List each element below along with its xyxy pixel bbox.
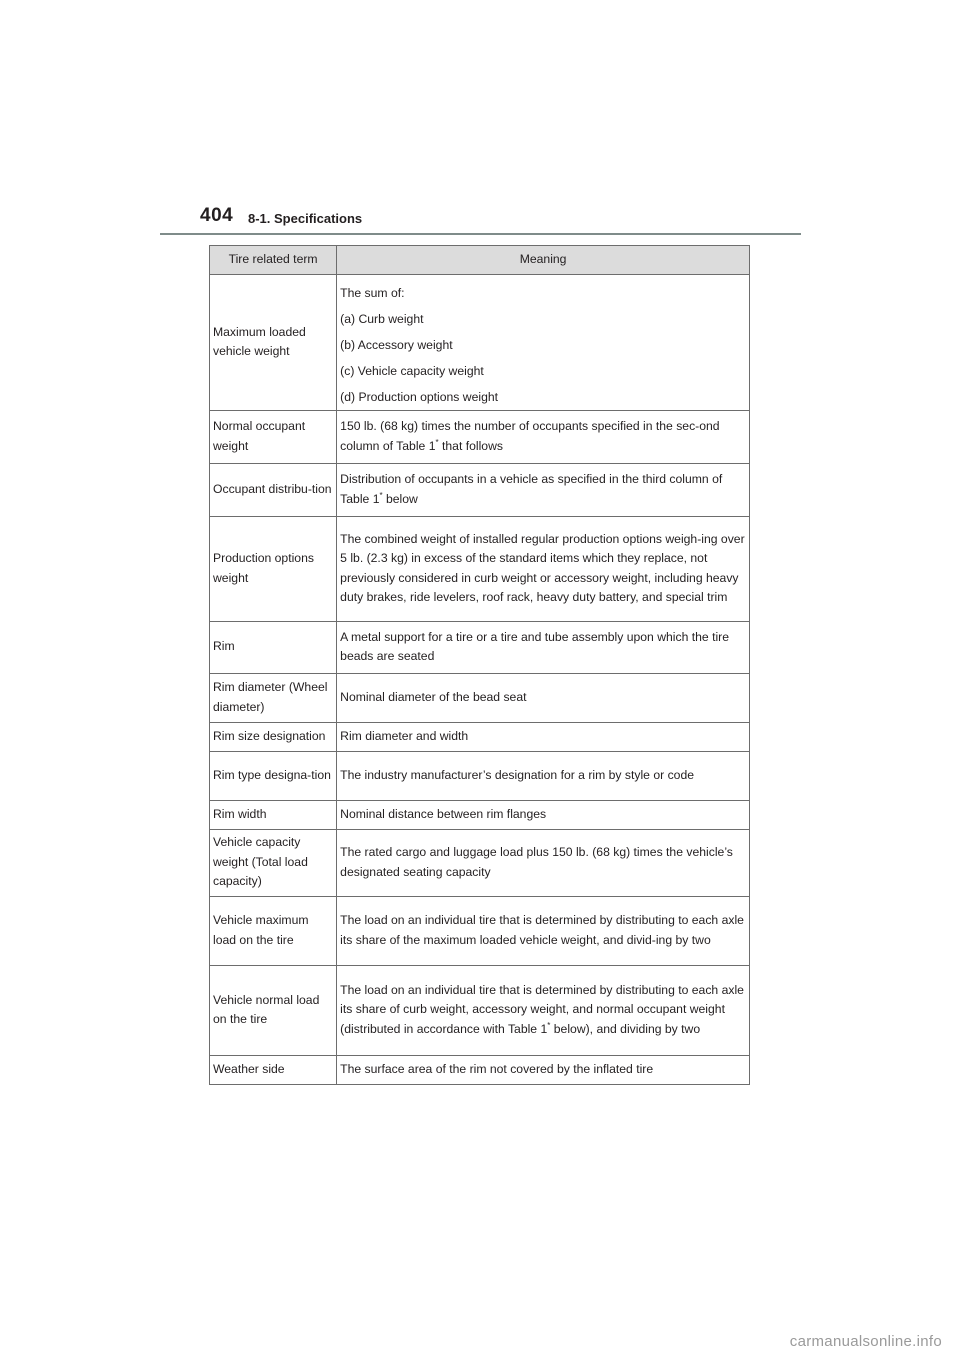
term-cell: Occupant distribu-tion: [210, 463, 337, 516]
footnote-mark: *: [547, 1020, 551, 1030]
table-row: [210, 463, 750, 516]
table-row: [210, 896, 750, 965]
meaning-cell: Nominal diameter of the bead seat: [337, 673, 750, 722]
term-cell: Vehicle capacity weight (Total load capacity): [210, 829, 337, 896]
meaning-cell: Rim diameter and width: [337, 722, 750, 751]
term-cell: Rim type designa-tion: [210, 751, 337, 800]
table-header-row: [210, 246, 750, 275]
meaning-text: Distribution of occupants in a vehicle as specified in the third column of Table 1: [340, 472, 723, 506]
column-header-meaning: Meaning: [337, 246, 750, 275]
meaning-text-after: below), and dividing by two: [550, 1021, 701, 1036]
term-cell: Rim diameter (Wheel diameter): [210, 673, 337, 722]
table-row: [210, 410, 750, 463]
meaning-cell: [337, 275, 750, 411]
watermark: carmanualsonline.info: [789, 1333, 942, 1350]
table-row: [210, 1055, 750, 1084]
term-cell: Rim size designation: [210, 722, 337, 751]
meaning-line: (b) Accessory weight: [340, 338, 453, 352]
meaning-line: The sum of:: [340, 286, 405, 300]
table-row: [210, 965, 750, 1055]
column-header-term: Tire related term: [210, 246, 337, 275]
table-row: [210, 275, 750, 411]
term-cell: Vehicle normal load on the tire: [210, 965, 337, 1055]
term-cell: Rim: [210, 621, 337, 673]
table-row: [210, 621, 750, 673]
term-cell: Normal occupant weight: [210, 410, 337, 463]
meaning-text-after: below: [382, 491, 418, 506]
term-cell: Vehicle maximum load on the tire: [210, 896, 337, 965]
table-row: [210, 516, 750, 621]
meaning-cell: Nominal distance between rim flanges: [337, 800, 750, 829]
meaning-cell: The combined weight of installed regular production options weigh-ing over 5 lb. (2.3 kg) in excess of the standard items which they replace, not previously considered in curb weight or accessory weight, including heavy duty brakes, ride levelers, roof rack, heavy duty battery, and special trim: [337, 516, 750, 621]
meaning-cell: [337, 410, 750, 463]
meaning-cell: A metal support for a tire or a tire and tube assembly upon which the tire beads are seated: [337, 621, 750, 673]
meaning-line: (a) Curb weight: [340, 312, 424, 326]
meaning-cell: The industry manufacturer’s designation for a rim by style or code: [337, 751, 750, 800]
term-cell: Maximum loaded vehicle weight: [210, 275, 337, 411]
meaning-cell: The surface area of the rim not covered by the inflated tire: [337, 1055, 750, 1084]
table-row: [210, 800, 750, 829]
term-cell: Weather side: [210, 1055, 337, 1084]
meaning-cell: [337, 463, 750, 516]
term-cell: Production options weight: [210, 516, 337, 621]
tire-terms-table: [209, 245, 750, 1085]
section-title: 8-1. Specifications: [248, 211, 363, 226]
meaning-text-after: that follows: [438, 438, 503, 453]
meaning-cell: The load on an individual tire that is determined by distributing to each axle its share of the maximum loaded vehicle weight, and divid-ing by two: [337, 896, 750, 965]
page-header: [200, 205, 800, 235]
footnote-mark: *: [379, 490, 383, 500]
table-row: [210, 751, 750, 800]
meaning-text: 150 lb. (68 kg) times the number of occupants specified in the sec-ond column of Table 1: [340, 419, 720, 453]
footnote-mark: *: [435, 437, 439, 447]
table-row: [210, 722, 750, 751]
table-row: [210, 829, 750, 896]
meaning-line: (d) Production options weight: [340, 390, 499, 404]
meaning-line: (c) Vehicle capacity weight: [340, 364, 484, 378]
table-row: [210, 673, 750, 722]
page-number: 404: [200, 205, 234, 226]
term-cell: Rim width: [210, 800, 337, 829]
meaning-cell: [337, 965, 750, 1055]
meaning-text: The load on an individual tire that is determined by distributing to each axle its share of curb weight, accessory weight, and normal occupant weight (distributed in accordance with Table 1: [340, 982, 744, 1036]
meaning-cell: The rated cargo and luggage load plus 150 lb. (68 kg) times the vehicle’s designated seating capacity: [337, 829, 750, 896]
header-divider: [160, 233, 801, 235]
